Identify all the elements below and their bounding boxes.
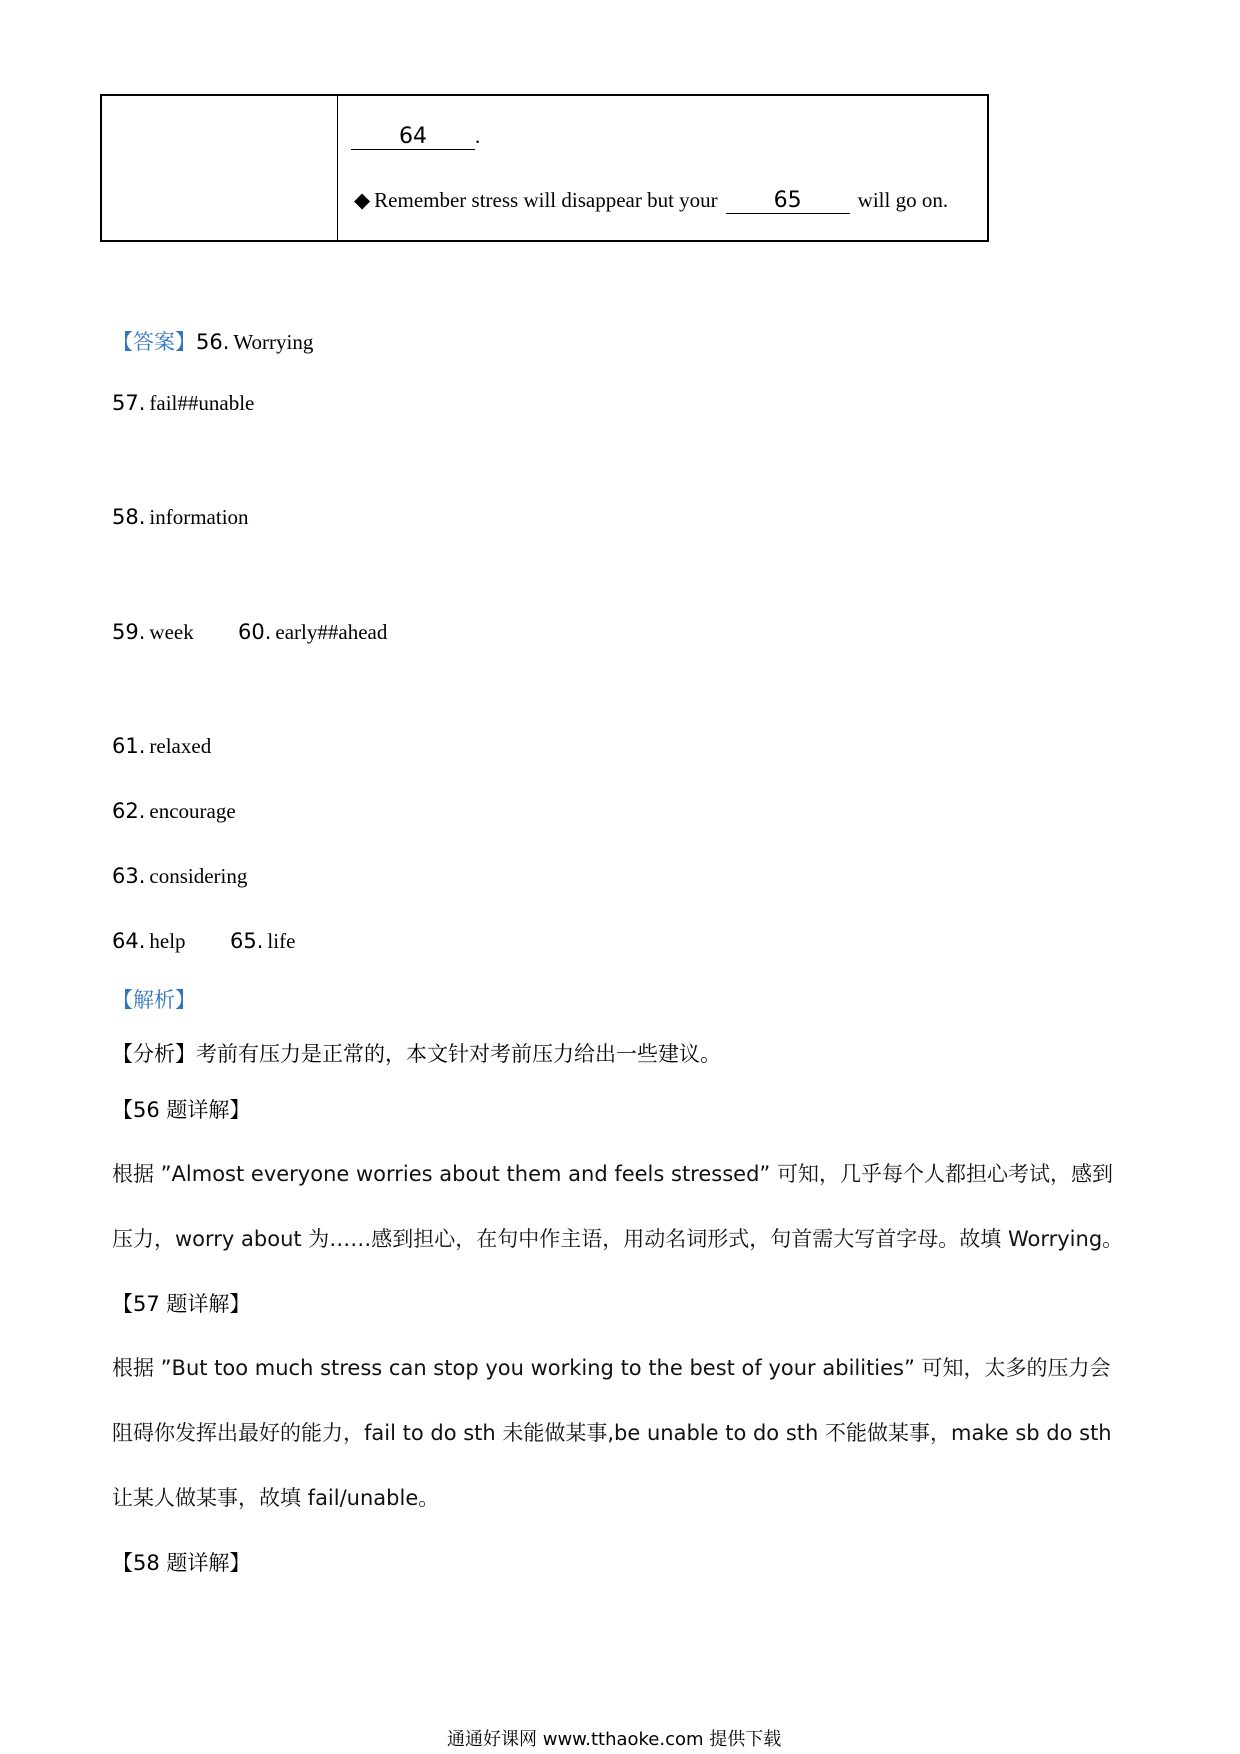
answer-number: 57. (112, 391, 146, 415)
q57-explanation-line: 让某人做某事，故填 fail/unable。 (112, 1486, 440, 1510)
answer-61 (112, 734, 211, 759)
answer-number: 64. (112, 929, 146, 953)
answer-59 (112, 620, 194, 645)
answer-text: fail##unable (149, 391, 255, 415)
answer-62 (112, 799, 236, 824)
answer-text: information (149, 505, 249, 529)
table-column-divider (337, 96, 338, 240)
answer-number: 56. (196, 330, 230, 354)
blank-65: 65 (726, 189, 850, 214)
q56-explanation-line: 根据 ”Almost everyone worries about them and feels stressed” 可知，几乎每个人都担心考试，感到 (112, 1162, 1113, 1186)
answer-number: 65. (230, 929, 264, 953)
answer-text: early##ahead (275, 620, 388, 644)
answer-text: considering (149, 864, 248, 888)
answer-number: 60. (238, 620, 272, 644)
answer-number: 63. (112, 864, 146, 888)
question-table (100, 94, 989, 242)
answer-text: life (267, 929, 296, 953)
answer-64 (112, 929, 186, 954)
sentence-part-2: will go on. (857, 188, 949, 212)
page-footer: 通通好课网 www.tthaoke.com 提供下载 (447, 1729, 782, 1750)
answer-number: 58. (112, 505, 146, 529)
answer-text: help (149, 929, 186, 953)
sentence-part-1: Remember stress will disappear but your (374, 188, 718, 212)
q57-heading: 【57 题详解】 (112, 1292, 251, 1316)
bullet-diamond-icon: ◆ (354, 188, 371, 212)
answer-text: Worrying (233, 330, 314, 354)
blank-64: 64 (351, 125, 475, 150)
table-row-65 (354, 188, 948, 214)
answer-65 (230, 929, 295, 954)
answer-text: encourage (149, 799, 236, 823)
answer-number: 62. (112, 799, 146, 823)
q56-heading: 【56 题详解】 (112, 1098, 251, 1122)
answer-text: week (149, 620, 194, 644)
q56-explanation-line: 压力，worry about 为……感到担心，在句中作主语，用动名词形式，句首需大写首字母。故填 Worrying。 (112, 1227, 1124, 1251)
answer-63 (112, 864, 247, 889)
q58-heading: 【58 题详解】 (112, 1551, 251, 1575)
analysis-label: 【解析】 (112, 988, 196, 1012)
answer-label: 【答案】 (112, 330, 196, 354)
q57-explanation-line: 根据 ”But too much stress can stop you working to the best of your abilities” 可知，太多的压力会 (112, 1356, 1111, 1380)
answer-60 (238, 620, 387, 645)
answer-58 (112, 505, 249, 530)
table-row-64 (351, 124, 480, 150)
answer-number: 61. (112, 734, 146, 758)
period: . (475, 124, 481, 148)
answer-56 (112, 326, 313, 356)
answer-57 (112, 391, 254, 416)
answer-number: 59. (112, 620, 146, 644)
analysis-summary: 【分析】考前有压力是正常的，本文针对考前压力给出一些建议。 (112, 1042, 721, 1066)
answer-text: relaxed (149, 734, 212, 758)
q57-explanation-line: 阻碍你发挥出最好的能力，fail to do sth 未能做某事,be unable to do sth 不能做某事，make sb do sth (112, 1421, 1112, 1445)
